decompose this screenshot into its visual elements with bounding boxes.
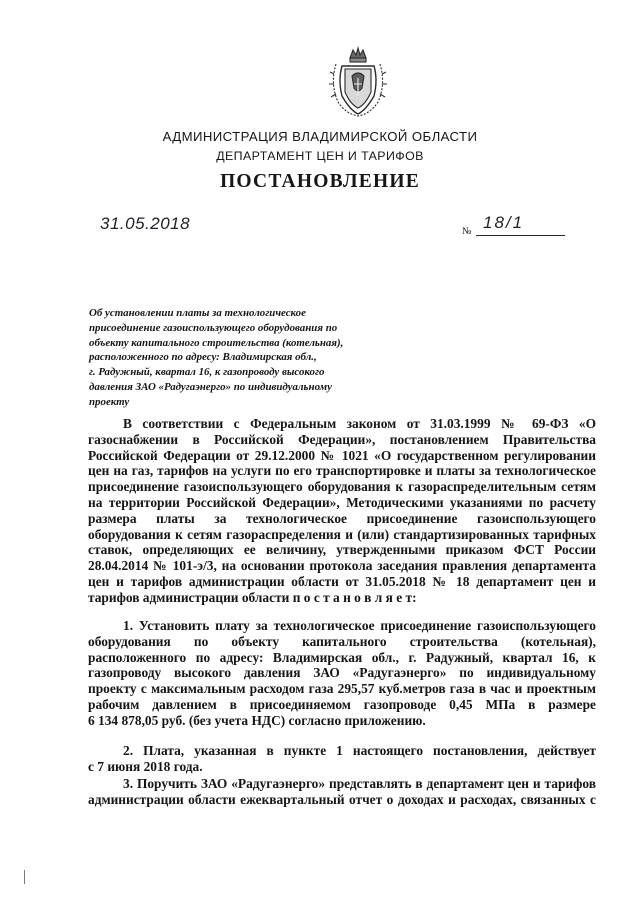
subject-line: объекту капитального строительства (котельная),: [89, 336, 344, 349]
page-edge-mark: [24, 870, 25, 884]
paragraph-line: газоснабжении в Российской Федерации», постановлением Правительства: [88, 431, 596, 447]
document-date: 31.05.2018: [100, 214, 191, 233]
paragraph-line: ставок, определяющих ее величину, утвержденными приказом ФСТ России: [88, 542, 596, 558]
paragraph-line: 28.04.2014 № 101-э/3, на основании протокола заседания правления департамента: [88, 558, 596, 574]
paragraph-line: расположенного по адресу: Владимирская обл., г. Радужный, квартал 16, к: [88, 649, 596, 665]
paragraph-line: размера платы за технологическое присоединение газоиспользующего: [88, 510, 596, 526]
subject-line: давления ЗАО «Радугаэнерго» по индивидуальному: [89, 380, 332, 393]
paragraph-line: 6 134 878,05 руб. (без учета НДС) согласно приложению.: [88, 712, 426, 728]
subject-line: проекту: [89, 395, 130, 408]
paragraph-line: проекту с максимальным расходом газа 295,57 куб.метров газа в час и проектным: [88, 681, 596, 697]
paragraph-line: газопроводу высокого давления ЗАО «Радугаэнерго» по индивидуальному: [88, 665, 596, 681]
paragraph-line: оборудования к сетям газораспределения и (или) стандартизированных тарифных: [88, 526, 596, 542]
paragraph-line: тарифов администрации области п о с т а н о в л я е т:: [88, 589, 417, 605]
item-2-paragraph: [88, 743, 596, 775]
paragraph-line: 1. Установить плату за технологическое присоединение газоиспользующего: [123, 618, 596, 633]
paragraph-line: оборудования по объекту капитального строительства (котельная),: [88, 633, 596, 649]
subject-line: присоединение газоиспользующего оборудования по: [89, 321, 338, 334]
paragraph-line: с 7 июня 2018 года.: [88, 758, 203, 774]
subject-line: г. Радужный, квартал 16, к газопроводу высокого: [89, 366, 325, 379]
subject-line: расположенного по адресу: Владимирская обл.,: [89, 351, 317, 364]
organization-name: АДМИНИСТРАЦИЯ ВЛАДИМИРСКОЙ ОБЛАСТИ: [162, 129, 478, 144]
document-subject: [89, 306, 379, 410]
coat-of-arms-emblem: [328, 44, 388, 118]
paragraph-line: администрации области ежеквартальный отчет о доходах и расходах, связанных с: [88, 791, 596, 807]
paragraph-line: рабочим давлением в присоединяемом газопроводе 0,45 МПа в размере: [88, 696, 596, 712]
subject-line: Об установлении платы за технологическое: [89, 307, 306, 319]
paragraph-line: цен на газ, тарифов на услуги по его транспортировке и платы за технологическое: [88, 463, 596, 479]
number-underline: [476, 235, 565, 236]
paragraph-line: 3. Поручить ЗАО «Радугаэнерго» представлять в департамент цен и тарифов: [123, 776, 596, 791]
paragraph-line: В соответствии с Федеральным законом от 31.03.1999 № 69-ФЗ «О: [123, 416, 596, 431]
paragraph-line: цен и тарифов администрации области от 31.05.2018 № 18 департамент цен и: [88, 573, 596, 589]
department-name: ДЕПАРТАМЕНТ ЦЕН И ТАРИФОВ: [216, 149, 424, 163]
paragraph-line: на территории Российской Федерации», Методическими указаниями по расчету: [88, 494, 596, 510]
document-type-title: ПОСТАНОВЛЕНИЕ: [220, 171, 420, 192]
document-number: 18/1: [483, 213, 525, 232]
number-sign: №: [462, 226, 472, 237]
item-3-paragraph: [88, 776, 596, 808]
preamble-paragraph: [88, 416, 596, 606]
paragraph-line: 2. Плата, указанная в пункте 1 настоящего постановления, действует: [123, 743, 596, 758]
paragraph-line: Российской Федерации от 29.12.2000 № 1021 «О государственном регулировании: [88, 447, 596, 463]
paragraph-line: присоединение газоиспользующего оборудования к газораспределительным сетям: [88, 479, 596, 495]
item-1-paragraph: [88, 618, 596, 729]
